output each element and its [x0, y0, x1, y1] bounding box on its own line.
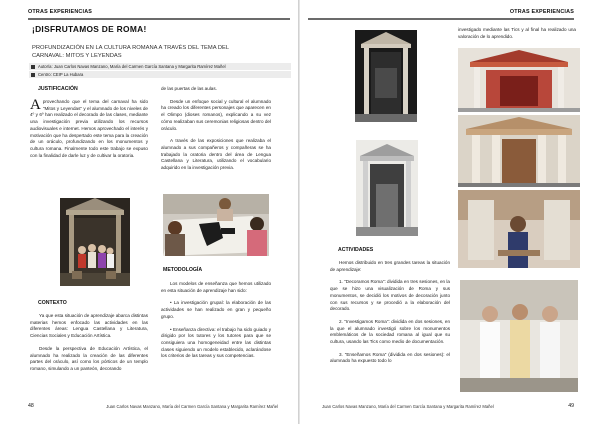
photo-temple-portico — [355, 30, 417, 122]
column-2-text — [161, 86, 271, 178]
right-col1-p1: investigado mediante las Tics y al final ha realizado una valoración de lo aprendido. — [458, 27, 576, 39]
header-rule — [28, 18, 290, 20]
portico-photo-illustration — [355, 30, 417, 122]
oracle-photo-illustration — [60, 198, 130, 286]
contexto-text — [30, 313, 148, 379]
photo-costumed-gods — [460, 280, 578, 392]
corridor-photo-illustration — [356, 140, 418, 236]
red-temple-photo-illustration — [458, 48, 580, 112]
metodologia-p1: Los modelos de enseñanza que hemos utilizado en esta situación de aprendizaje han sido: — [161, 281, 271, 293]
photo-oracle-costumes — [60, 198, 130, 286]
center-line — [29, 71, 291, 78]
left-page — [0, 0, 298, 424]
contexto-p2: Desde la perspectiva de Educación Artística, el alumnado ha realizado la creación de las diferentes partes del oráculo, así como los pórticos de un templo romano, simulando a un panteón, decorando — [30, 345, 148, 371]
right-page — [300, 0, 600, 424]
actividades-p3: 2. "Investigamos Roma": dividida en dos sesiones, en la que el alumnado investigó sobre los monumentos emblemáticos de la sociedad romana al igual que su cultura, usando las Tics como medio de documentación. — [330, 318, 450, 345]
photo-temple-corridor — [356, 140, 418, 236]
actividades-p4: 3. "Enseñamos Roma" (dividida en dos sesiones): el alumnado ha expuesto todo lo — [330, 351, 450, 364]
footer-right: Juan Carlos Navas Manzano, María del Carmen García Santana y Margarita Ramírez Mañel — [322, 404, 494, 409]
drop-cap: A — [30, 97, 41, 113]
page-number-right: 49 — [568, 403, 574, 409]
metodologia-p2: • La investigación grupal: la elaboración de las actividades se han realizado en gran y pequeño grupo. — [161, 300, 271, 319]
footer-left: Juan Carlos Navas Manzano, María del Carmen García Santana y Margarita Ramírez Mañel — [106, 404, 278, 409]
bullet-square-icon — [31, 65, 35, 69]
justificacion-p1: provechando que el tema del carnaval ha sido "Mitos y Leyendas" y el alumnado de los niveles de 4º y 6º han realizado el decorado de las clases, mediante una investigación previa utilizando los recursos audiovisuales e internet. Hemos aprovechado el interés y motivación que ha despertado este tema para la creación de un oráculo, profundizando en los monumentos y cultura romana. Finalmente todo este trabajo se expuso con la finalidad de darle luz y de cultivar la oratoria. — [30, 99, 148, 158]
article-title: ¡DISFRUTAMOS DE ROMA! — [32, 24, 147, 34]
col2-p1: de las puertas de las aulas. — [161, 86, 217, 91]
header-rule — [308, 18, 574, 20]
center-text: Centro: CEIP La Hubara — [38, 72, 84, 77]
article-subtitle: PROFUNDIZACIÓN EN LA CULTURA ROMANA A TRAVÉS DEL TEMA DEL CARNAVAL: MITOS Y LEYENDAS — [32, 45, 229, 59]
presenting-photo-illustration — [458, 190, 580, 268]
col2-p3: A través de las exposiciones que realizaba el alumnado a sus compañeros y compañeras se ha trabajado la oratoria dentro del área de Lengua Castellana y Literatura, utilizando el vocabulario adquirido en la investigación previa. — [161, 138, 271, 171]
actividades-p2: 1. "Decoramos Roma": dividida en tres sesiones, en la que se hizo una visualización de Roma y sus monumentos, se decidió los motivos de decoración junto con sus recursos y se procedió a la elaboración del decorado. — [330, 279, 450, 312]
section-head-actividades: ACTIVIDADES — [338, 247, 374, 253]
metodologia-text — [161, 281, 271, 366]
actividades-text — [330, 260, 450, 371]
students-photo-illustration — [163, 194, 269, 256]
authors-text: Autor/a: Juan Carlos Navas Manzano, María del Carmen García Santana y Margarita Ramírez Mañel — [38, 64, 226, 69]
gods-photo-illustration — [460, 280, 578, 392]
right-col-intro — [458, 27, 576, 46]
colonnade-photo-illustration — [458, 115, 580, 187]
justificacion-text — [30, 99, 148, 165]
photo-red-temple — [458, 48, 580, 112]
page-number-left: 48 — [28, 403, 34, 409]
photo-colonnade — [458, 115, 580, 187]
actividades-p1: Hemos distribuido en tres grandes tareas la situación de aprendizaje: — [330, 260, 450, 272]
bullet-square-icon — [31, 73, 35, 77]
section-head-metodologia: METODOLOGÍA — [163, 267, 203, 273]
contexto-p1: Ya que esta situación de aprendizaje abarca distintas materias hemos enfocado las actividades en las diferentes áreas: Lengua Castellana y Literatura, Ciencias Sociales y Educación Artística. — [30, 313, 148, 339]
metodologia-p3: • Enseñanza directiva: el trabajo ha sido guiado y dirigido por los tutores y los tutores para que se consiguiera una homogeneidad entre las distintas clases siguiendo un modelo establecido, aclarándose los criterios de las tareas y sus competencias. — [161, 326, 271, 359]
section-head-contexto: CONTEXTO — [38, 300, 67, 306]
photo-students-working — [163, 194, 269, 256]
photo-student-presenting — [458, 190, 580, 268]
running-head: OTRAS EXPERIENCIAS — [28, 9, 93, 15]
col2-p2: Desde un enfoque social y cultural el alumnado ha creado los diferentes personajes que aparecen en el Olimpo (dioses romanos), explicando a su vez cómo realizaban sus ceremonias religiosas dentro del oráculo. — [161, 98, 271, 131]
running-head: OTRAS EXPERIENCIAS — [509, 9, 574, 15]
authors-line — [29, 63, 291, 70]
section-head-justificacion: JUSTIFICACIÓN — [38, 86, 78, 92]
